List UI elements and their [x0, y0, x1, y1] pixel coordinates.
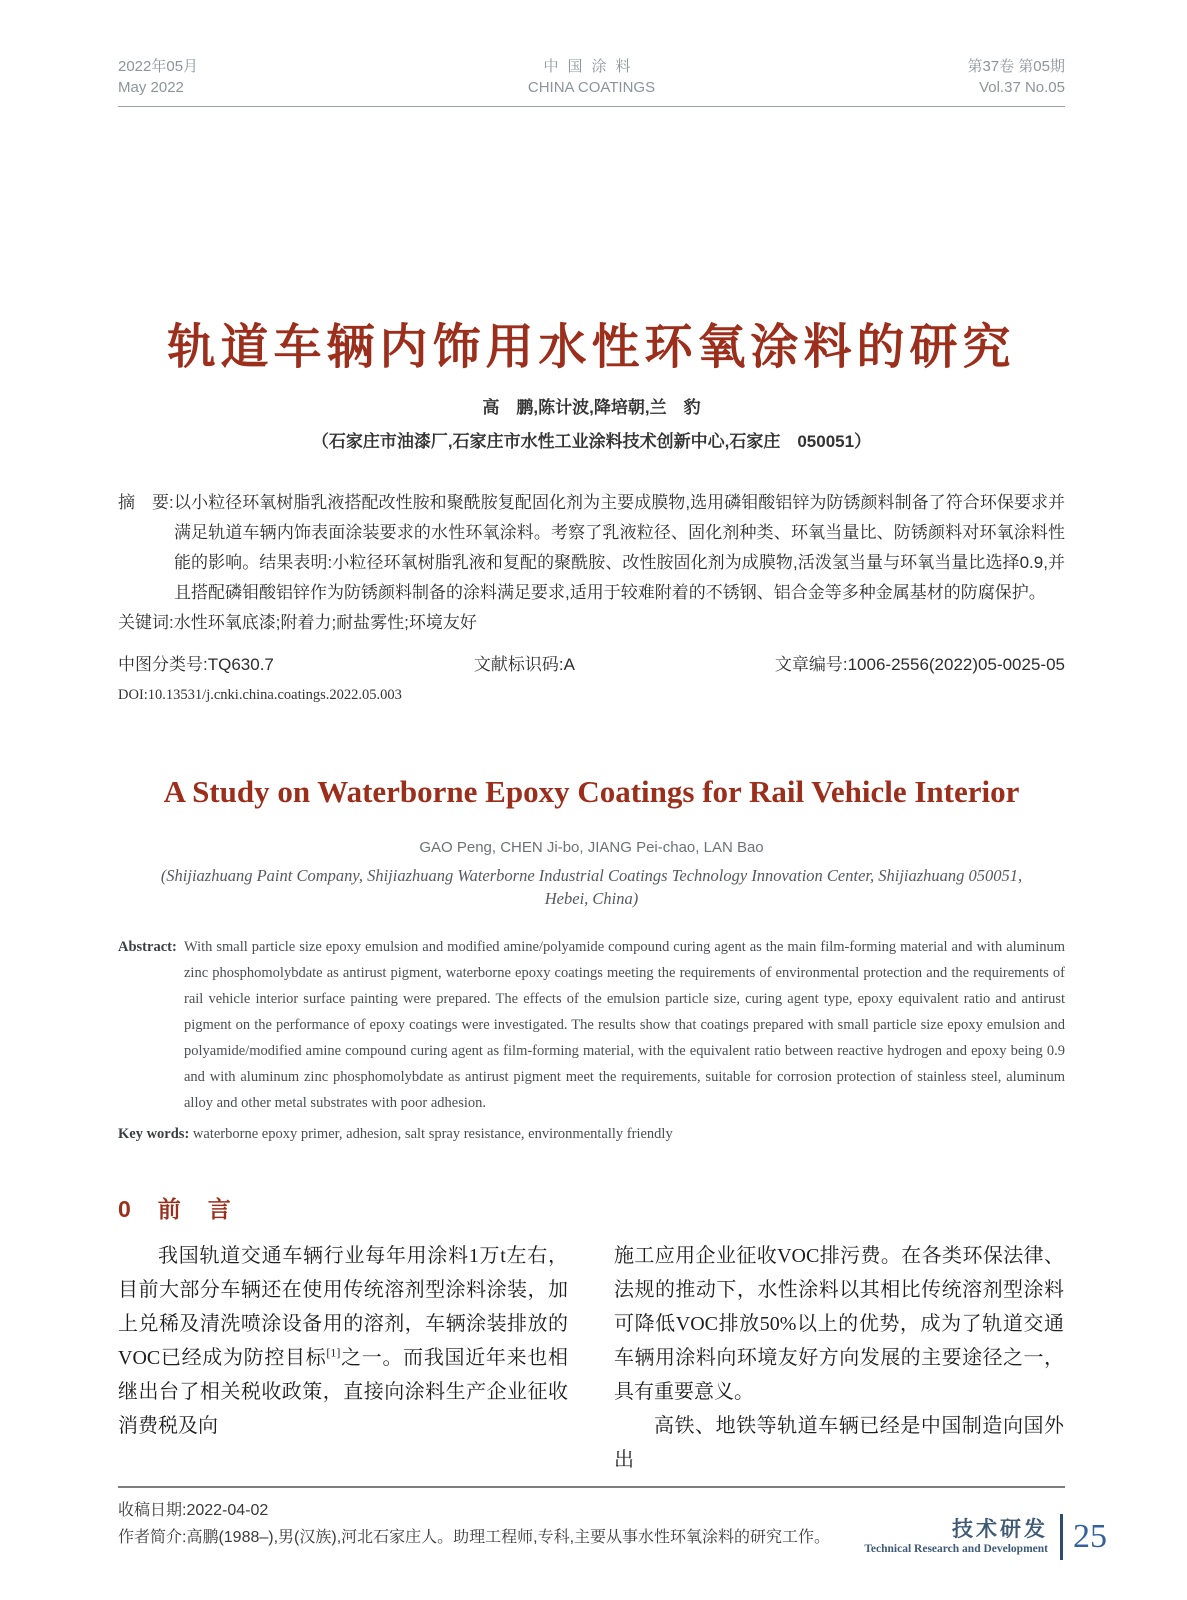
authors-cn: 高 鹏,陈计波,降培朝,兰 豹	[482, 397, 701, 417]
authors-en: GAO Peng, CHEN Ji-bo, JIANG Pei-chao, LAN Bao	[419, 838, 764, 856]
abstract-label-cn: 摘 要:	[118, 492, 174, 512]
header-date-cn: 2022年05月	[118, 58, 199, 75]
page-number: 25	[1073, 1518, 1107, 1555]
article-number: 文章编号:1006-2556(2022)05-0025-05	[774, 654, 1065, 674]
footer-section-en: Technical Research and Development	[864, 1542, 1048, 1555]
clc-number: 中图分类号:TQ630.7	[118, 654, 274, 674]
doi: DOI:10.13531/j.cnki.china.coatings.2022.05.003	[118, 686, 402, 703]
header-journal-name-en: CHINA COATINGS	[527, 79, 656, 96]
page-content	[118, 0, 1065, 1551]
footer-divider-bar	[1060, 1514, 1063, 1560]
intro-paragraph-1	[118, 1239, 568, 1443]
keywords-label-en: Key words:	[118, 1125, 190, 1142]
keywords-text-cn: 水性环氧底漆;附着力;耐盐雾性;环境友好	[173, 612, 477, 632]
abstract-en	[118, 934, 1065, 1116]
page-footer	[864, 1514, 1107, 1560]
journal-header-row-cn	[118, 56, 1065, 77]
header-issue-cn: 第37卷 第05期	[967, 58, 1065, 75]
keywords-cn	[118, 608, 1065, 638]
received-date: 收稿日期:2022-04-02	[118, 1501, 269, 1519]
journal-header	[118, 56, 1065, 107]
footer-section-labels	[864, 1518, 1048, 1557]
header-date-en: May 2022	[118, 79, 184, 96]
classification-row	[118, 650, 1065, 675]
affiliation-en-line1: (Shijiazhuang Paint Company, Shijiazhuang Waterborne Industrial Coatings Technology Innovation Center, Shijiazhuang 050051,	[160, 865, 1023, 885]
affiliation-en	[118, 864, 1065, 910]
abstract-cn	[118, 488, 1065, 608]
section-heading-foreword: 0 前 言	[118, 1195, 233, 1222]
intro-p1-text-cont: 之一。而我国近年来也相继出台了相关税收政策，直接向涂料生产企业征收消费税及向	[118, 1346, 568, 1437]
article-title-cn: 轨道车辆内饰用水性环氧涂料的研究	[167, 321, 1016, 374]
footer-section-cn: 技术研发	[952, 1517, 1048, 1541]
keywords-label-cn: 关键词:	[118, 612, 174, 632]
affiliation-cn: （石家庄市油漆厂,石家庄市水性工业涂料技术创新中心,石家庄 050051）	[311, 431, 872, 451]
intro-p1-text: 我国轨道交通车辆行业每年用涂料1万t左右，目前大部分车辆还在使用传统溶剂型涂料涂装，加上兑稀及清洗喷涂设备用的溶剂，车辆涂装排放的VOC已经成为防控目标	[118, 1244, 568, 1369]
document-code: 文献标识码:A	[473, 654, 575, 674]
journal-header-row-en	[118, 77, 1065, 98]
article-title-en: A Study on Waterborne Epoxy Coatings for Rail Vehicle Interior	[163, 773, 1020, 809]
abstract-text-en: With small particle size epoxy emulsion and modified amine/polyamide compound curing agent as the main film-forming material and with aluminum zinc phosphomolybdate as antirust pigment, waterborne epoxy coatings meeting the requirements of environmental protection and the requirements of rail vehicle interior surface painting were prepared. The effects of the emulsion particle size, curing agent type, epoxy equivalent ratio and antirust pigment on the performance of epoxy coatings were investigated. The results show that coatings prepared with small particle size epoxy emulsion and polyamide/modified amine compound curing agent as film-forming material, with the equivalent ratio between reactive hydrogen and epoxy being 0.9 and with aluminum zinc phosphomolybdate as antirust pigment meet the requirements, suitable for corrosion protection of stainless steel, aluminum alloy and other metal substrates with poor adhesion.	[184, 938, 1065, 1111]
author-bio: 作者简介:高鹏(1988–),男(汉族),河北石家庄人。助理工程师,专科,主要从事水性环氧涂料的研究工作。	[118, 1528, 831, 1546]
keywords-text-en: waterborne epoxy primer, adhesion, salt spray resistance, environmentally friendly	[192, 1125, 673, 1142]
abstract-text-cn: 以小粒径环氧树脂乳液搭配改性胺和聚酰胺复配固化剂为主要成膜物,选用磷钼酸铝锌为防锈颜料制备了符合环保要求并满足轨道车辆内饰表面涂装要求的水性环氧涂料。考察了乳液粒径、固化剂种类、环氧当量比、防锈颜料对环氧涂料性能的影响。结果表明:小粒径环氧树脂乳液和复配的聚酰胺、改性胺固化剂为成膜物,活泼氢当量与环氧当量比选择0.9,并且搭配磷钼酸铝锌作为防锈颜料制备的涂料满足要求,适用于较难附着的不锈钢、铝合金等多种金属基材的防腐保护。	[174, 492, 1065, 602]
abstract-label-en: Abstract:	[118, 938, 177, 955]
intro-paragraph-2: 高铁、地铁等轨道车辆已经是中国制造向国外出	[614, 1414, 1064, 1471]
intro-paragraph-1-continued: 施工应用企业征收VOC排污费。在各类环保法律、法规的推动下，水性涂料以其相比传统溶剂型涂料可降低VOC排放50%以上的优势，成为了轨道交通车辆用涂料向环境友好方向发展的主要途径之一，具有重要意义。	[614, 1244, 1064, 1403]
body-columns	[118, 1193, 1065, 1477]
header-issue-en: Vol.37 No.05	[979, 79, 1065, 96]
header-journal-name-cn: 中国涂料	[543, 58, 640, 75]
citation-ref-1: [1]	[326, 1344, 341, 1359]
column-right	[614, 1193, 1064, 1477]
column-left	[118, 1193, 568, 1477]
keywords-en	[118, 1121, 1065, 1147]
affiliation-en-line2: Hebei, China)	[544, 888, 639, 908]
